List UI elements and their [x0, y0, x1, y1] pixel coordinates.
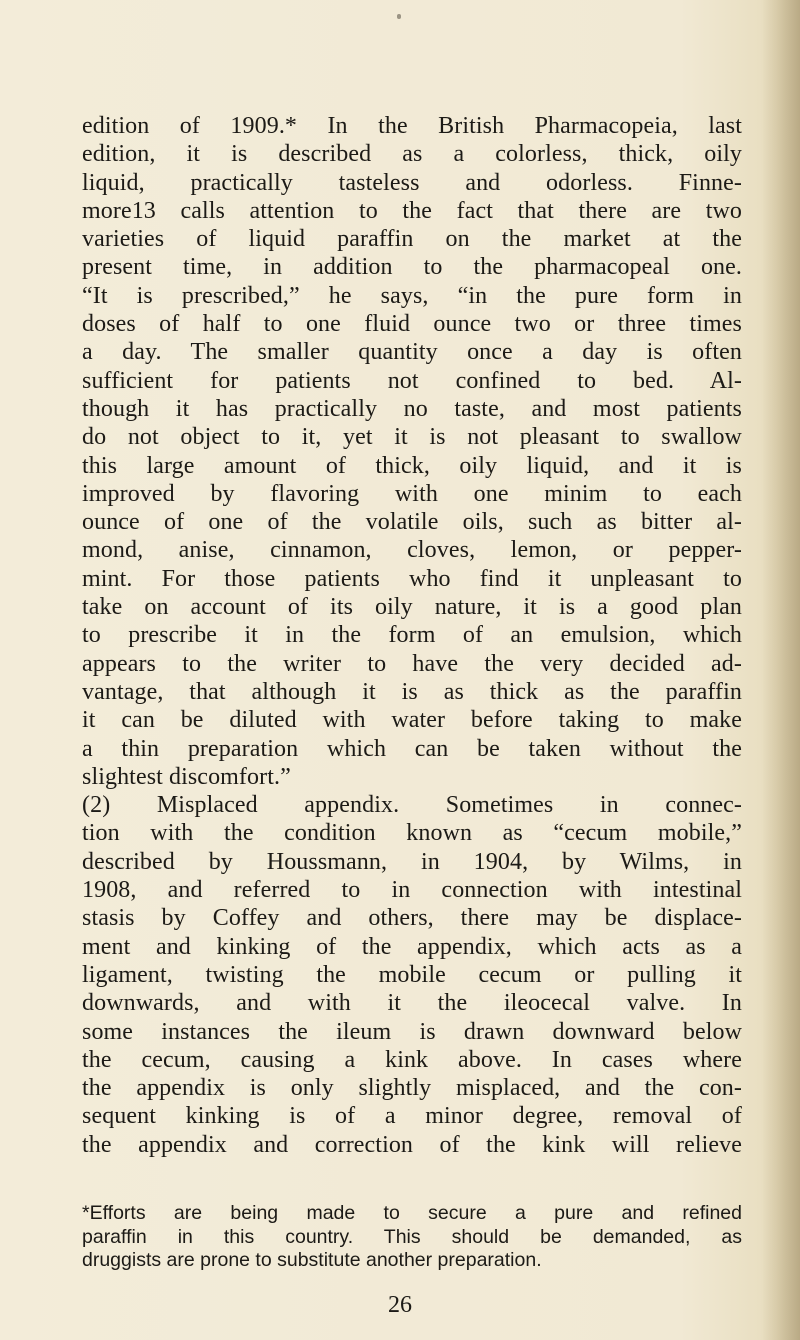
- body-line: mond, anise, cinnamon, cloves, lemon, or pepper-: [82, 537, 742, 564]
- body-line: ligament, twisting the mobile cecum or pulling it: [82, 961, 742, 988]
- body-line: doses of half to one fluid ounce two or three times: [82, 311, 742, 338]
- body-line: sequent kinking is of a minor degree, removal of: [82, 1103, 742, 1130]
- footnote: [82, 1202, 742, 1273]
- body-line: it can be diluted with water before taking to make: [82, 707, 742, 734]
- body-line: take on account of its oily nature, it is a good plan: [82, 594, 742, 621]
- body-line: described by Houssmann, in 1904, by Wilms, in: [82, 848, 742, 875]
- body-line: stasis by Coffey and others, there may be displace-: [82, 905, 742, 932]
- body-line: improved by flavoring with one minim to each: [82, 480, 742, 507]
- body-line: slightest discomfort.”: [82, 763, 291, 790]
- body-line: mint. For those patients who find it unpleasant to: [82, 565, 742, 592]
- body-text: [82, 112, 742, 1159]
- body-line: do not object to it, yet it is not pleasant to swallow: [82, 424, 742, 451]
- body-line: varieties of liquid paraffin on the market at the: [82, 226, 742, 253]
- body-line: vantage, that although it is as thick as the paraffin: [82, 678, 742, 705]
- body-line: a thin preparation which can be taken without the: [82, 735, 742, 762]
- body-line: ounce of one of the volatile oils, such as bitter al-: [82, 509, 742, 536]
- body-line: sufficient for patients not confined to bed. Al-: [82, 367, 742, 394]
- page-edge-shadow: [762, 0, 800, 1340]
- body-line: the cecum, causing a kink above. In cases where: [82, 1046, 742, 1073]
- footnote-line: druggists are prone to substitute another preparation.: [82, 1249, 542, 1271]
- body-line: downwards, and with it the ileocecal valve. In: [82, 990, 742, 1017]
- footnote-line: *Efforts are being made to secure a pure and refined: [82, 1202, 742, 1224]
- body-line: more13 calls attention to the fact that there are two: [82, 197, 742, 224]
- body-line: ment and kinking of the appendix, which acts as a: [82, 933, 742, 960]
- body-line: 1908, and referred to in connection with intestinal: [82, 877, 742, 904]
- body-line: (2) Misplaced appendix. Sometimes in connec-: [82, 792, 742, 819]
- body-line: appears to the writer to have the very decided ad-: [82, 650, 742, 677]
- body-line: the appendix and correction of the kink will relieve: [82, 1131, 742, 1158]
- body-line: the appendix is only slightly misplaced, and the con-: [82, 1075, 742, 1102]
- body-line: edition of 1909.* In the British Pharmacopeia, last: [82, 113, 742, 139]
- body-line: present time, in addition to the pharmacopeal one.: [82, 254, 742, 281]
- body-line: to prescribe it in the form of an emulsion, which: [82, 622, 742, 649]
- body-line: edition, it is described as a colorless, thick, oily: [82, 141, 742, 168]
- page-number: 26: [388, 1292, 412, 1318]
- body-line: some instances the ileum is drawn downward below: [82, 1018, 742, 1045]
- page-speck: [397, 14, 401, 19]
- body-line: tion with the condition known as “cecum mobile,”: [82, 820, 742, 847]
- body-line: though it has practically no taste, and most patients: [82, 395, 742, 422]
- body-line: “It is prescribed,” he says, “in the pure form in: [82, 282, 742, 309]
- body-line: liquid, practically tasteless and odorless. Finne-: [82, 169, 742, 196]
- body-line: this large amount of thick, oily liquid, and it is: [82, 452, 742, 479]
- body-line: a day. The smaller quantity once a day is often: [82, 339, 742, 366]
- footnote-line: paraffin in this country. This should be demanded, as: [82, 1225, 742, 1248]
